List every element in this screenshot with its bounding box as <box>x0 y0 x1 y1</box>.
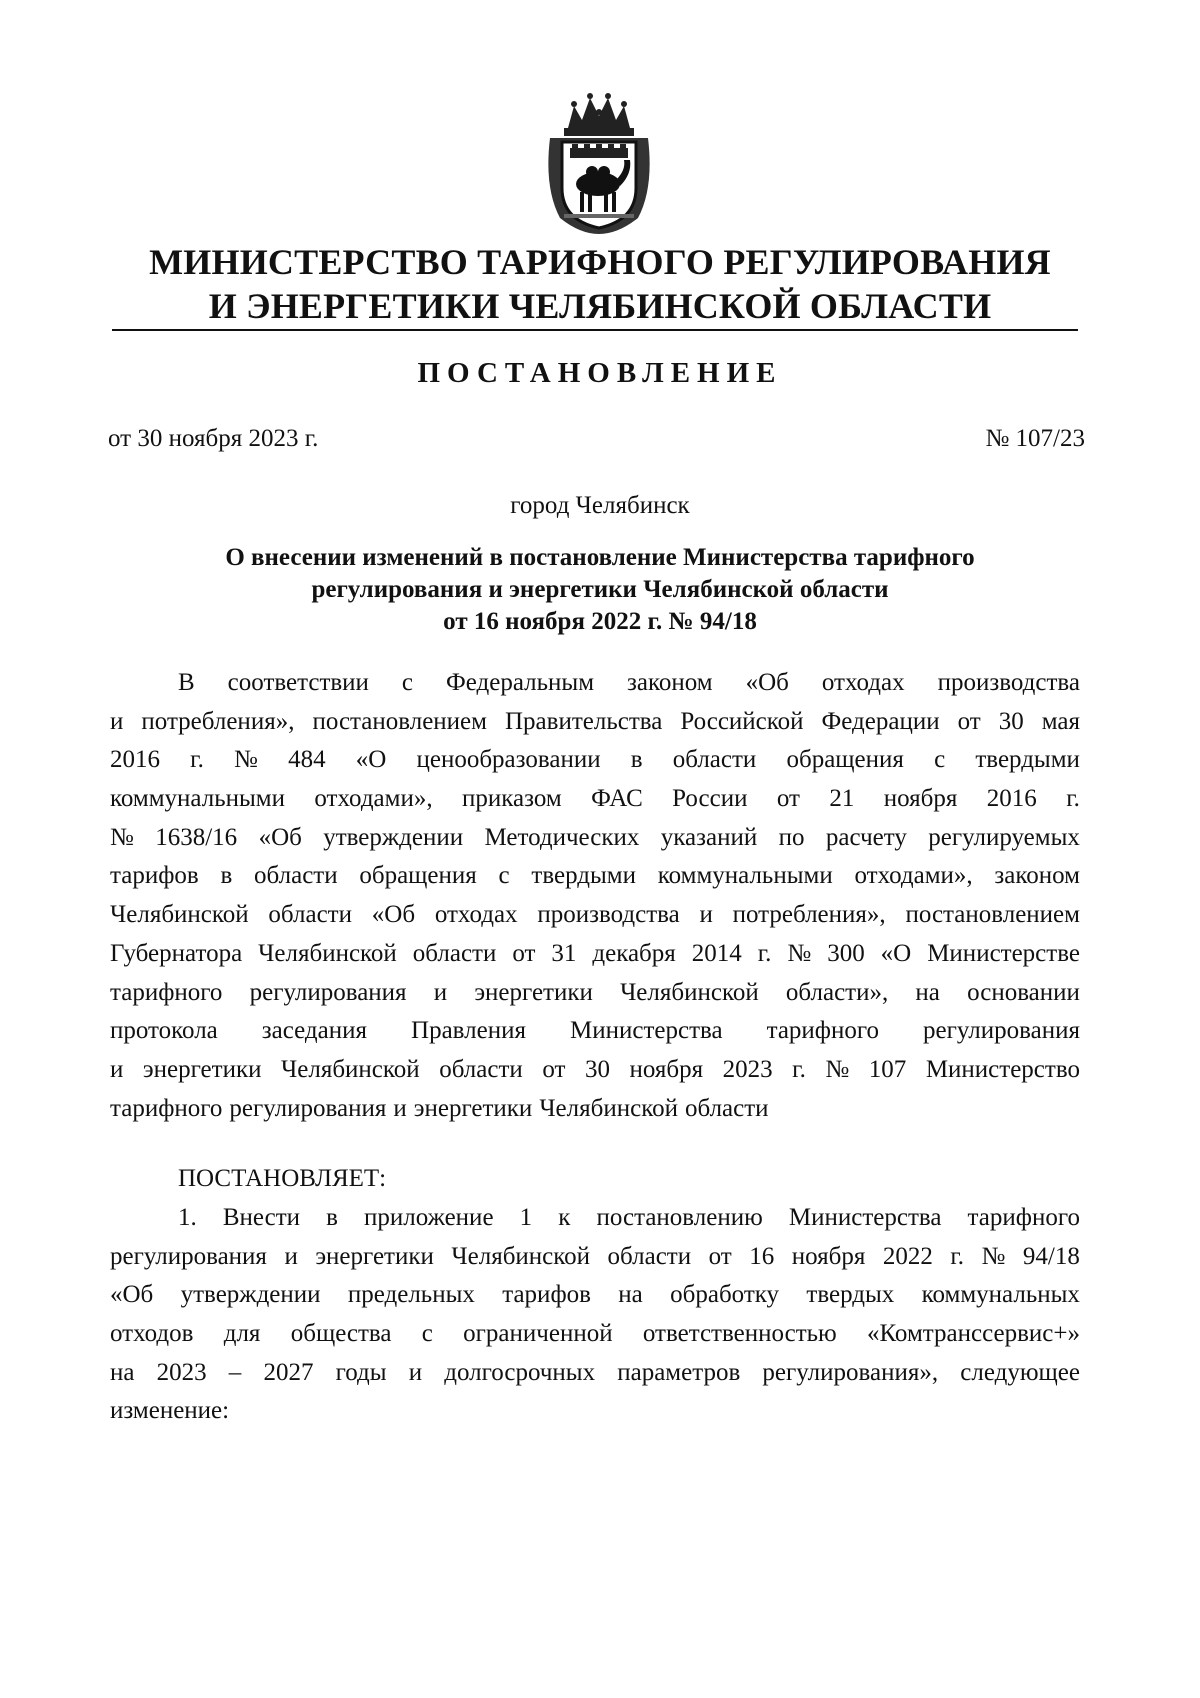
body-line: изменение: <box>110 1397 230 1425</box>
body-line: «Об утверждении предельных тарифов на обработку твердых коммунальных <box>110 1281 1080 1309</box>
ministry-name-line2: И ЭНЕРГЕТИКИ ЧЕЛЯБИНСКОЙ ОБЛАСТИ <box>208 286 992 326</box>
body-line: тарифного регулирования и энергетики Челябинской области <box>110 1094 769 1122</box>
preamble-paragraph <box>110 664 1080 1128</box>
subject-line: О внесении изменений в постановление Министерства тарифного <box>225 544 975 571</box>
body-line: регулирования и энергетики Челябинской области от 16 ноября 2022 г. № 94/18 <box>110 1242 1080 1270</box>
clause-1-paragraph <box>110 1199 1080 1431</box>
header-divider <box>112 329 1078 331</box>
subject-line: от 16 ноября 2022 г. № 94/18 <box>443 608 757 635</box>
body-line: В соответствии с Федеральным законом «Об отходах производства <box>178 669 1080 696</box>
body-line: 1. Внести в приложение 1 к постановлению Министерства тарифного <box>178 1204 1080 1231</box>
decree-word-block <box>110 1160 1080 1199</box>
ministry-name-line1: МИНИСТЕРСТВО ТАРИФНОГО РЕГУЛИРОВАНИЯ <box>149 242 1051 282</box>
document-type: ПОСТАНОВЛЕНИЕ <box>417 357 783 389</box>
body-line: и энергетики Челябинской области от 30 ноября 2023 г. № 107 Министерство <box>110 1055 1080 1083</box>
body-line: и потребления», постановлением Правительства Российской Федерации от 30 мая <box>110 707 1080 735</box>
body-line: на 2023 – 2027 годы и долгосрочных параметров регулирования», следующее <box>110 1358 1080 1386</box>
body-line: 2016 г. № 484 «О ценообразовании в области обращения с твердыми <box>110 746 1080 774</box>
body-line: отходов для общества с ограниченной ответственностью «Комтранссервис+» <box>110 1320 1080 1348</box>
body-line: Губернатора Челябинской области от 31 декабря 2014 г. № 300 «О Министерстве <box>110 939 1080 967</box>
document-date: от 30 ноября 2023 г. <box>108 425 319 452</box>
chelyabinsk-coat-of-arms-icon <box>540 88 658 236</box>
subject-line: регулирования и энергетики Челябинской области <box>311 576 889 603</box>
body-line: № 1638/16 «Об утверждении Методических указаний по расчету регулируемых <box>110 823 1080 851</box>
document-number: № 107/23 <box>985 425 1085 452</box>
body-line: протокола заседания Правления Министерства тарифного регулирования <box>110 1017 1080 1045</box>
document-city: город Челябинск <box>510 492 690 519</box>
body-line: тарифов в области обращения с твердыми коммунальными отходами», законом <box>110 862 1080 890</box>
decree-word: ПОСТАНОВЛЯЕТ: <box>178 1165 387 1192</box>
body-line: тарифного регулирования и энергетики Челябинской области», на основании <box>110 978 1080 1006</box>
body-line: коммунальными отходами», приказом ФАС России от 21 ноября 2016 г. <box>110 785 1080 813</box>
document-subject <box>100 542 1100 638</box>
body-line: Челябинской области «Об отходах производства и потребления», постановлением <box>110 901 1080 929</box>
